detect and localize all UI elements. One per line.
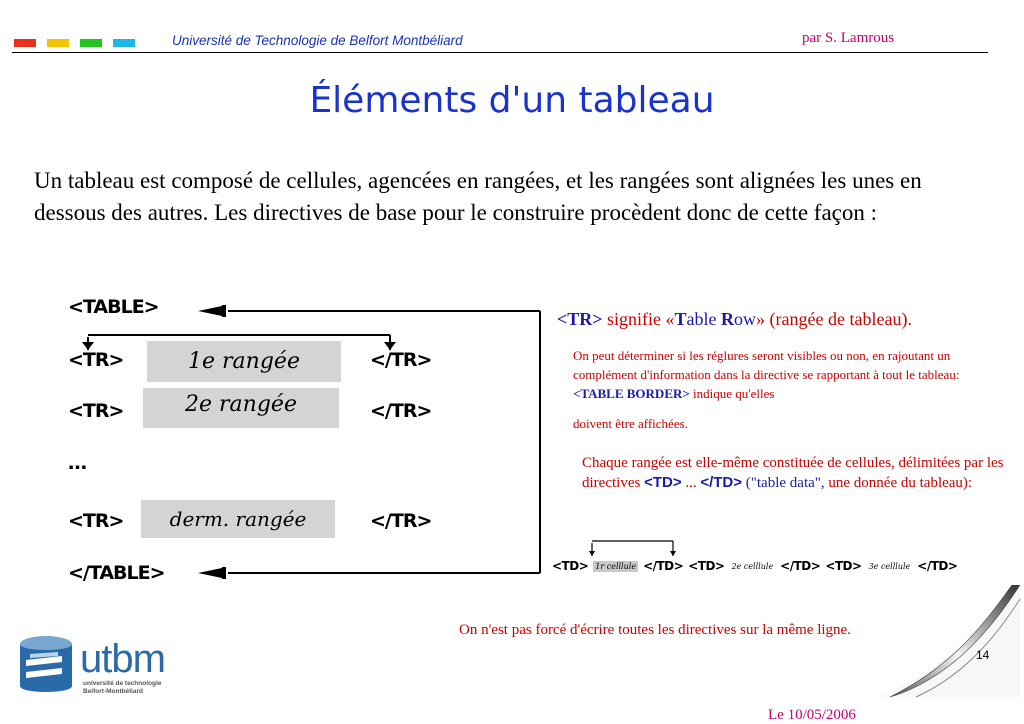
arrow-icon [198, 568, 222, 578]
td-cell: 3e celllule [868, 561, 911, 571]
slide-title: Éléments d'un tableau [309, 80, 715, 121]
td-note: Chaque rangée est elle-même constituée de cellules, délimitées par les directives <TD> ... </TD> ("table data", une donnée du tableau): [582, 455, 1004, 491]
tr-open-tag: <TR> [68, 510, 124, 532]
utbm-logo-icon [16, 634, 76, 698]
row-cell: 2e rangée [143, 388, 339, 428]
tr-open-tag: <TR> [68, 349, 124, 371]
slide-date: Le 10/05/2006 [768, 707, 856, 723]
bottom-note: On n'est pas forcé d'écrire toutes les directives sur la même ligne. [459, 622, 851, 638]
tr-open-tag: <TR> [68, 400, 124, 422]
ellipsis: … [68, 452, 86, 474]
td-close-tag: </TD> [780, 559, 821, 573]
td-cell: 1r celllule [595, 561, 637, 571]
logo-name: utbm [80, 637, 165, 681]
university-name: Université de Technologie de Belfort Montbéliard [172, 33, 463, 48]
td-cell: 2e celllule [731, 561, 774, 571]
td-close-tag: </TD> [917, 559, 958, 573]
border-note: On peut déterminer si les réglures seront visibles ou non, en rajoutant un complément d'information dans la directive se rapportant à tout le tableau: <TABLE BORDER> indique qu'elles [573, 348, 960, 401]
td-close-tag: </TD> [643, 559, 684, 573]
page-curl-icon [880, 585, 1024, 705]
td-example [552, 558, 957, 574]
page-number: 14 [976, 648, 990, 662]
author: par S. Lamrous [802, 30, 895, 46]
row-cell: 1e rangée [147, 341, 341, 382]
td-open-tag: <TD> [688, 559, 725, 573]
tr-close-tag: </TR> [370, 349, 432, 371]
td-open-tag: <TD> [825, 559, 862, 573]
intro-paragraph: Un tableau est composé de cellules, agencées en rangées, et les rangées sont alignées les unes en dessous des autres. Les directives de base pour le construire procèdent donc de cette façon : [34, 168, 922, 225]
tr-close-tag: </TR> [370, 510, 432, 532]
tr-close-tag: </TR> [370, 400, 432, 422]
logo-subtitle: université de technologie Belfort-Montbéliard [83, 680, 162, 695]
tr-explanation: <TR> signifie «Table Row» (rangée de tableau). [557, 309, 912, 329]
table-close-tag: </TABLE> [68, 562, 165, 584]
row-cell: derm. rangée [141, 500, 335, 538]
border-note-end: doivent être affichées. [573, 416, 688, 431]
td-open-tag: <TD> [552, 559, 589, 573]
table-open-tag: <TABLE> [68, 296, 159, 318]
arrow-icon [198, 306, 222, 316]
